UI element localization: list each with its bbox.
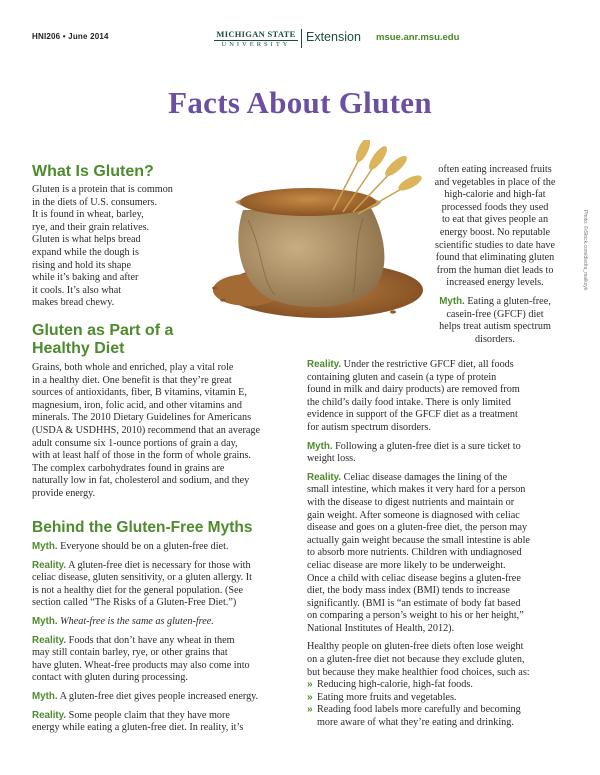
website-link[interactable]: msue.anr.msu.edu [376, 32, 460, 43]
text-line: provide energy. [32, 487, 96, 499]
text-line: on a gluten-free diet not because they exclude gluten, [307, 654, 525, 666]
text-line: evidence in support of the GFCF diet as a treatment [307, 409, 518, 421]
text-line: minerals. The 2010 Dietary Guidelines for Americans [32, 412, 252, 424]
text-line: in the diets of U.S. consumers. [32, 196, 158, 208]
photo-credit: Photo: ©iStock.com/diedra_malkoyk [582, 210, 588, 291]
text-line: Under the restrictive GFCF diet, all foods [343, 359, 514, 370]
text-line: significantly. (BMI is “an estimate of body fat based [307, 597, 521, 609]
text-line: contact with gluten during processing. [32, 672, 188, 684]
document-id: HNI206 • June 2014 [32, 32, 109, 41]
reality-label: Reality. [32, 709, 67, 721]
text-line: The complex carbohydrates found in grains are [32, 462, 225, 474]
text-line: with at least half of those in the form of whole grains. [32, 450, 251, 462]
reality-label: Reality. [32, 634, 67, 646]
myth-label: Myth. [32, 615, 58, 627]
text-line: it cools. It’s also what [32, 284, 122, 296]
healthy-diet-text [32, 362, 300, 501]
text-line: Eating more fruits and vegetables. [317, 691, 457, 703]
heading-myths: Behind the Gluten-Free Myths [32, 519, 253, 536]
reality-5 [307, 472, 590, 636]
bullet-marker-icon: » [307, 691, 313, 703]
reality-2 [32, 635, 302, 685]
text-line: It is found in wheat, barley, [32, 209, 144, 221]
myth-label: Myth. [307, 440, 333, 452]
extension-label: Extension [306, 30, 361, 44]
myth-1 [32, 541, 302, 554]
myth-label: Myth. [32, 541, 58, 552]
text-line: for autism spectrum disorders. [307, 421, 431, 433]
heading-healthy-diet-line1: Gluten as Part of a [32, 322, 174, 339]
text-line: is not a healthy diet for the general population. (See [32, 584, 244, 596]
reality-label: Reality. [307, 471, 342, 483]
text-line: to eat that gives people an [441, 214, 549, 226]
text-line: Celiac disease damages the lining of the [343, 471, 508, 483]
text-line: Grains, both whole and enriched, play a vital role [32, 362, 234, 373]
myth-2 [32, 616, 302, 629]
bullet-marker-icon: » [307, 679, 313, 691]
myth-text: A gluten-free diet gives people increased energy. [59, 690, 259, 702]
text-line: from the human diet leads to [436, 264, 554, 276]
text-line: rising and hold its shape [32, 259, 132, 271]
text-line: small intestine, which makes it very hard for a person [307, 484, 526, 496]
text-line: Once a child with celiac disease begins a gluten-free [307, 572, 521, 584]
text-line: Foods that don’t have any wheat in them [68, 634, 235, 646]
myth-4 [405, 296, 585, 346]
text-line: A gluten-free diet is necessary for those with [68, 559, 251, 571]
text-line: scientific studies to date have [435, 239, 555, 251]
text-line: often eating increased fruits [438, 164, 552, 175]
myth-label: Myth. [439, 295, 465, 307]
text-line: with the disease to digest nutrients and maintain or [307, 496, 515, 508]
msu-logo-bottom: UNIVERSITY [221, 41, 291, 48]
myth-5 [307, 441, 590, 466]
section-myths [32, 519, 302, 735]
myth-text: Everyone should be on a gluten-free diet. [60, 541, 229, 552]
text-line: disease and goes on a gluten-free diet, the person may [307, 522, 528, 534]
reality-4 [307, 359, 590, 435]
header-divider [301, 29, 302, 48]
text-line: may still contain barley, rye, or other grains that [32, 647, 228, 659]
text-line: containing gluten and casein (a type of protein [307, 371, 497, 383]
text-line: makes bread chewy. [32, 297, 115, 309]
what-is-gluten-text [32, 184, 212, 310]
healthy-choices-list [307, 679, 590, 729]
text-line: section called “The Risks of a Gluten-Free Diet.”) [32, 597, 237, 609]
text-line: Gluten is a protein that is common [32, 184, 173, 195]
msu-logo-top: MICHIGAN STATE [214, 30, 298, 41]
text-line: casein-free (GFCF) diet [446, 308, 544, 320]
text-line: actually gain weight because the small intestine is able [307, 534, 530, 546]
right-bottom-column [307, 359, 590, 730]
text-line: adult consume six 1-ounce portions of grain a day, [32, 437, 238, 449]
text-line: celiac disease, gluten sensitivity, or a gluten allergy. It [32, 572, 252, 584]
bullet-marker-icon: » [307, 704, 313, 716]
text-line: Gluten is what helps bread [32, 234, 141, 246]
reality-label: Reality. [307, 359, 342, 370]
heading-healthy-diet-line2: Healthy Diet [32, 340, 125, 357]
section-what-is-gluten [32, 163, 212, 310]
text-line: expand while the dough is [32, 246, 139, 258]
list-item [307, 679, 590, 692]
section-healthy-diet [32, 322, 300, 501]
text-line: energy boost. No reputable [439, 226, 551, 238]
text-line: while it’s baking and after [32, 272, 139, 284]
heading-what-is-gluten: What Is Gluten? [32, 163, 154, 180]
text-line: and vegetables in place of the [434, 176, 556, 188]
myth-3 [32, 691, 302, 704]
text-line: disorders. [475, 333, 515, 345]
page-title: Facts About Gluten [168, 85, 432, 120]
myth-text: Wheat-free is the same as gluten-free. [60, 615, 214, 627]
list-item [307, 692, 590, 705]
page-header [0, 0, 600, 60]
text-line: Eating a gluten-free, [467, 295, 551, 307]
text-line: (USDA & USDHHS, 2010) recommend that an average [32, 424, 261, 436]
wheat-grain-sack-image [203, 140, 425, 325]
text-line: but because they make healthier food choices, such as: [307, 666, 530, 678]
myth-label: Myth. [32, 690, 58, 702]
text-line: found in milk and dairy products) are removed from [307, 384, 520, 396]
text-line: the child’s daily food intake. There is only limited [307, 396, 511, 408]
text-line: increased energy levels. [446, 277, 544, 289]
text-line: Healthy people on gluten-free diets often lose weight [307, 641, 524, 653]
text-line: energy while eating a gluten-free diet. In reality, it’s [32, 722, 244, 734]
text-line: Reducing high-calorie, high-fat foods. [317, 679, 473, 691]
text-line: to absorb more nutrients. Children with undiagnosed [307, 547, 522, 559]
text-line: National Institutes of Health, 2012). [307, 622, 455, 634]
text-line: rye, and their grain relatives. [32, 221, 150, 233]
text-line: Some people claim that they have more [68, 709, 230, 721]
text-line: magnesium, iron, folic acid, and other vitamins and [32, 399, 242, 411]
text-line: naturally low in fat, cholesterol and sodium, and they [32, 475, 250, 487]
text-line: in a healthy diet. One benefit is that they’re great [32, 374, 232, 386]
text-line: more aware of what they’re eating and drinking. [317, 717, 514, 729]
text-line: celiac disease are more likely to be underweight. [307, 559, 506, 571]
healthy-loss-paragraph [307, 641, 590, 679]
text-line: Reading food labels more carefully and becoming [317, 704, 521, 716]
list-item [307, 704, 590, 729]
text-line: weight loss. [307, 453, 356, 465]
text-line: processed foods they used [441, 201, 549, 213]
text-line: have gluten. Wheat-free products may also come into [32, 659, 250, 671]
text-line: helps treat autism spectrum [439, 321, 551, 333]
right-top-continuation [405, 164, 585, 346]
text-line: diet, the body mass index (BMI) tends to increase [307, 585, 510, 597]
reality-3 [32, 710, 302, 735]
text-line: sources of antioxidants, fiber, B vitamins, vitamin E, [32, 387, 247, 399]
reality-1 [32, 560, 302, 610]
text-line: gain weight. After someone is diagnosed with celiac [307, 509, 520, 521]
text-line: high-calorie and high-fat [444, 189, 546, 201]
text-line: found that eliminating gluten [435, 252, 555, 264]
text-line: on comparing a person’s weight to his or her height,” [307, 610, 524, 622]
msu-logo [214, 30, 298, 49]
reality-label: Reality. [32, 559, 67, 571]
text-line: Following a gluten-free diet is a sure ticket to [335, 440, 521, 452]
